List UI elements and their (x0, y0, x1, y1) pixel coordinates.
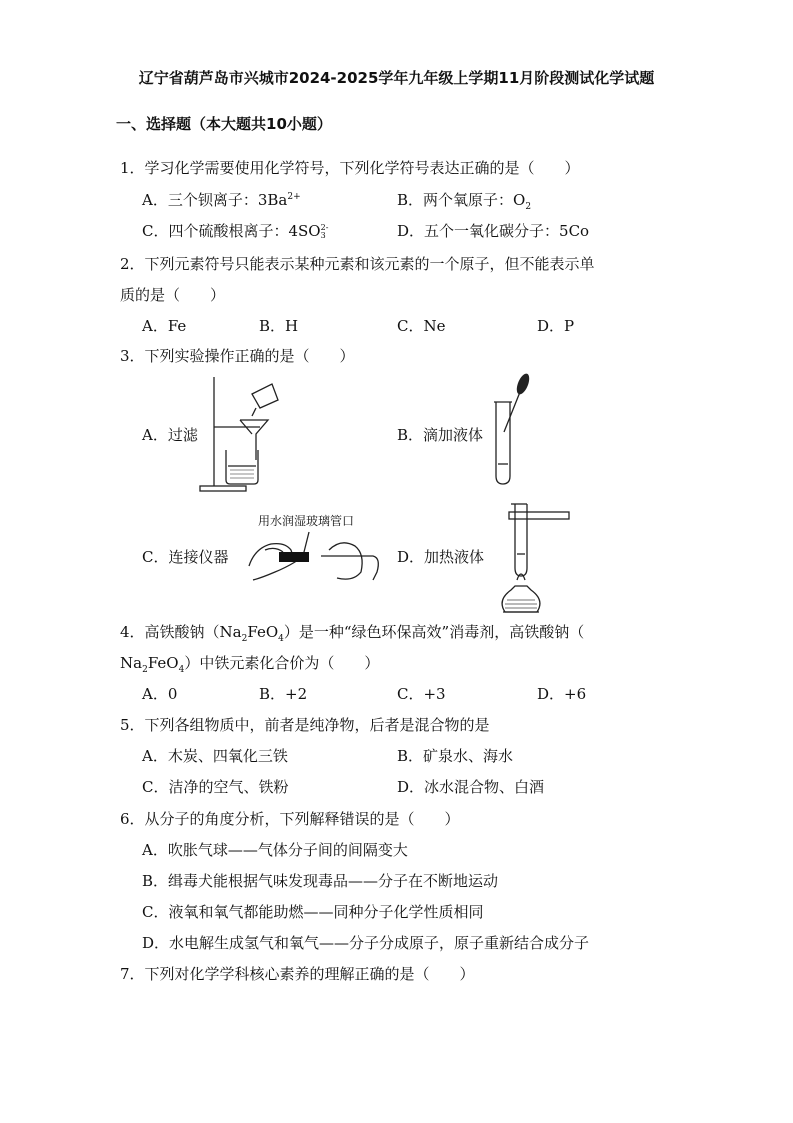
connect-caption: 用水润湿玻璃管口 (258, 514, 355, 528)
q5-option-a[interactable]: A．木炭、四氧化三铁 (142, 747, 288, 765)
question-4-stem-line1: 4．高铁酸钠$(Na_2FeO_4)$是一种“绿色环保高效”消毒剂，高铁酸钠（ (120, 623, 585, 644)
q2-option-a[interactable]: A．Fe (142, 317, 187, 335)
question-2-stem-line1: 2．下列元素符号只能表示某种元素和该元素的一个原子，但不能表示单 (120, 255, 595, 273)
q2-option-c[interactable]: C．Ne (397, 317, 446, 335)
q4-option-d[interactable]: D．+6 (537, 685, 587, 703)
page-title: 辽宁省葫芦岛市兴城市2024-2025学年九年级上学期11月阶段测试化学试题 (138, 69, 655, 87)
q6-option-d[interactable]: D．水电解生成氢气和氧气——分子分成原子，原子重新结合成分子 (142, 934, 590, 952)
q6-option-a[interactable]: A．吹胀气球——气体分子间的间隔变大 (142, 841, 408, 859)
q4-option-b[interactable]: B．+2 (259, 685, 308, 703)
question-1-stem: 1．学习化学需要使用化学符号，下列化学符号表达正确的是（ ） (120, 159, 580, 177)
q6-option-c[interactable]: C．液氧和氧气都能助燃——同种分子化学性质相同 (142, 903, 484, 921)
question-7-stem: 7．下列对化学学科核心素养的理解正确的是（ ） (120, 965, 475, 983)
question-6-stem: 6．从分子的角度分析，下列解释错误的是（ ） (120, 810, 460, 828)
q1-option-d[interactable]: D．五个一氧化碳分子：5Co (397, 222, 590, 240)
dropper-illustration (490, 372, 540, 492)
q6-option-b[interactable]: B．缉毒犬能根据气味发现毒品——分子在不断地运动 (142, 872, 499, 890)
heating-illustration (495, 500, 575, 615)
q4-option-c[interactable]: C．+3 (397, 685, 446, 703)
q3-option-a[interactable]: A．过滤 (142, 426, 198, 444)
q1-option-b[interactable]: B．两个氧原子：$O_2$ (397, 191, 532, 212)
q2-option-d[interactable]: D．P (537, 317, 575, 335)
q5-option-d[interactable]: D．冰水混合物、白酒 (397, 778, 545, 796)
q4-option-a[interactable]: A．0 (142, 685, 178, 703)
connect-instruments-illustration (245, 528, 385, 588)
q5-option-c[interactable]: C．洁净的空气、铁粉 (142, 778, 289, 796)
q2-option-b[interactable]: B．H (259, 317, 299, 335)
q1-option-a[interactable]: A．三个钡离子：$3Ba^{2+}$ (142, 191, 301, 209)
q5-option-b[interactable]: B．矿泉水、海水 (397, 747, 514, 765)
question-4-stem-line2: $Na_2FeO_4$）中铁元素化合价为（ ） (120, 654, 380, 675)
question-3-stem: 3．下列实验操作正确的是（ ） (120, 347, 355, 365)
q1-option-c[interactable]: C．四个硫酸根离子：4SO 2- 3 (142, 222, 329, 240)
q3-option-d[interactable]: D．加热液体 (397, 548, 485, 566)
q3-option-b[interactable]: B．滴加液体 (397, 426, 484, 444)
q3-option-c[interactable]: C．连接仪器 (142, 548, 229, 566)
section-heading: 一、选择题（本大题共10小题） (116, 115, 332, 133)
question-2-stem-line2: 质的是（ ） (120, 286, 226, 304)
filtration-illustration (200, 372, 280, 492)
question-5-stem: 5．下列各组物质中，前者是纯净物，后者是混合物的是 (120, 716, 490, 734)
